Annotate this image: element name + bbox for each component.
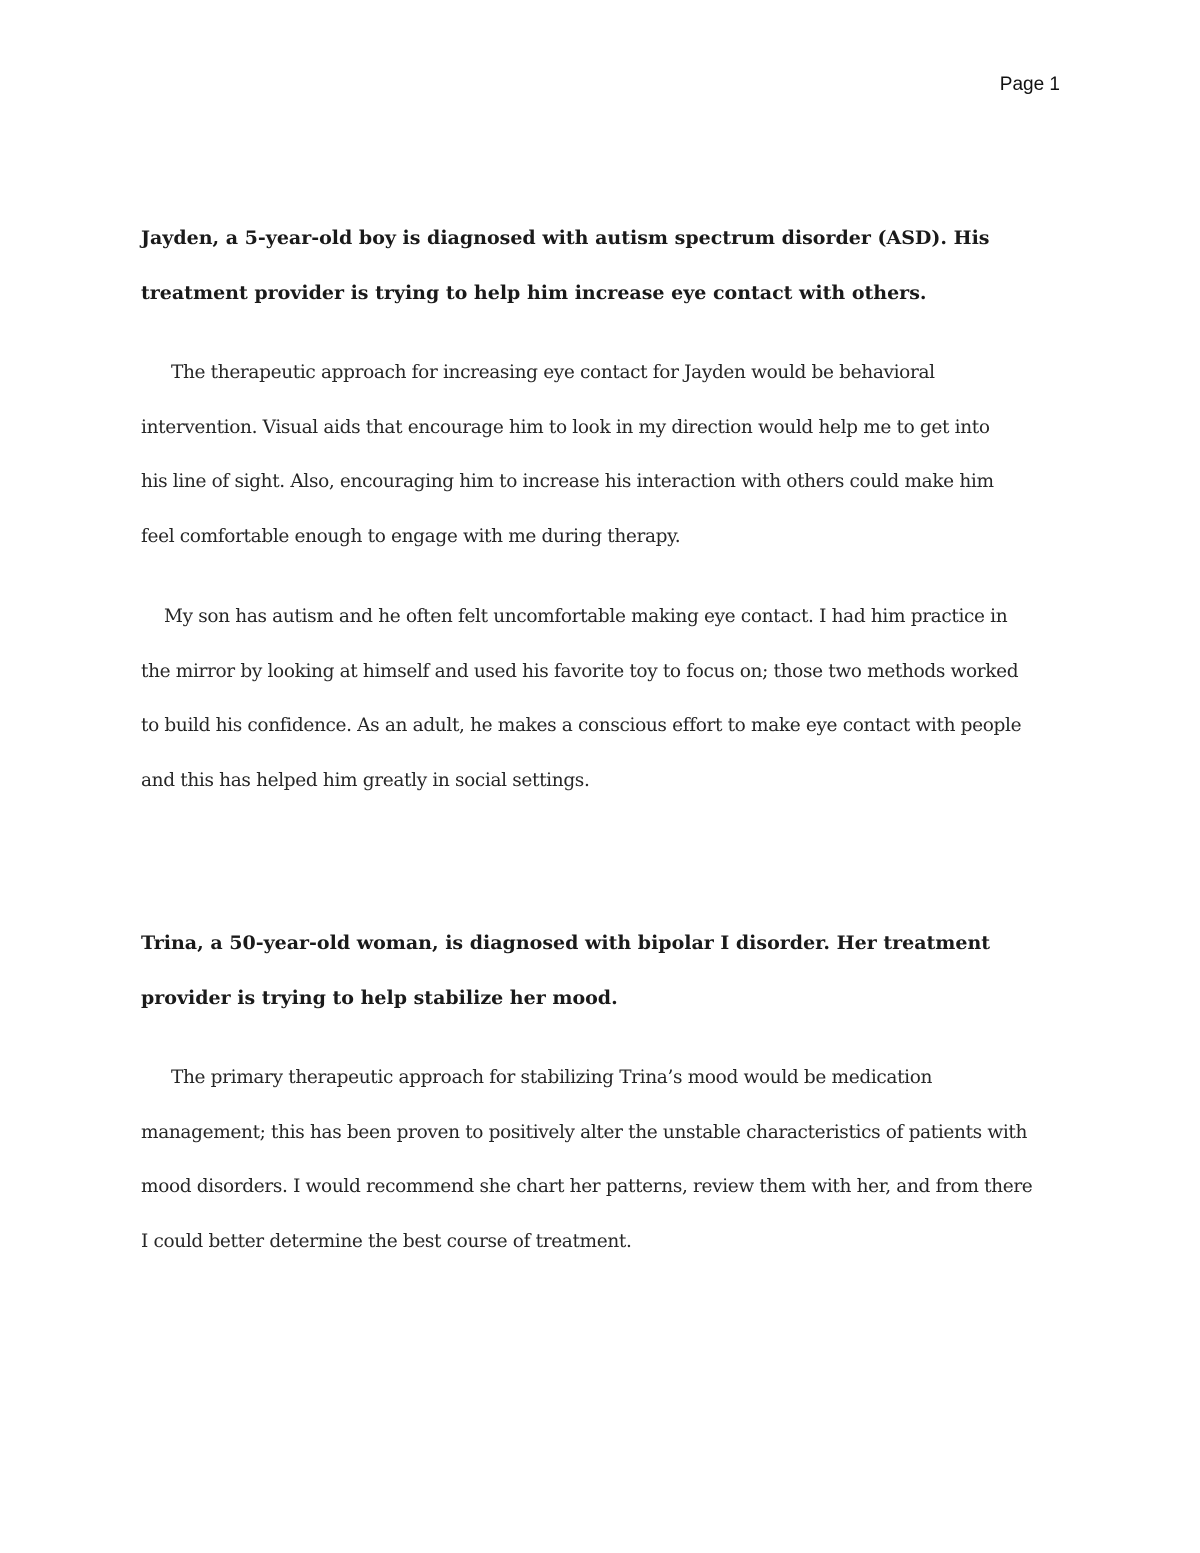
paragraph-line: I could better determine the best course of treatment. xyxy=(141,1230,632,1252)
paragraph-line: My son has autism and he often felt uncomfortable making eye contact. I had him practice in xyxy=(164,606,1008,627)
heading-line: Trina, a 50-year-old woman, is diagnosed with bipolar I disorder. Her treatment xyxy=(141,932,991,954)
paragraph-approach-jayden xyxy=(141,346,1066,564)
case-section-jayden xyxy=(141,211,1066,320)
body-paragraph xyxy=(141,590,1066,808)
case-section-trina xyxy=(141,916,1066,1025)
heading-line: provider is trying to help stabilize her mood. xyxy=(141,986,618,1009)
case-heading xyxy=(141,211,1066,320)
heading-line: Jayden, a 5-year-old boy is diagnosed with autism spectrum disorder (ASD). His xyxy=(141,227,990,249)
paragraph-approach-trina xyxy=(141,1051,1066,1269)
paragraph-line: the mirror by looking at himself and used his favorite toy to focus on; those two methods worked xyxy=(141,660,1019,682)
paragraph-line: mood disorders. I would recommend she chart her patterns, review them with her, and from there xyxy=(141,1176,1033,1197)
paragraph-line: to build his confidence. As an adult, he makes a conscious effort to make eye contact with people xyxy=(141,715,1022,736)
paragraph-line: intervention. Visual aids that encourage him to look in my direction would help me to get into xyxy=(141,416,990,438)
body-paragraph xyxy=(141,1051,1066,1269)
body-paragraph xyxy=(141,346,1066,564)
paragraph-line: management; this has been proven to positively alter the unstable characteristics of patients with xyxy=(141,1121,1028,1143)
page-number: Page 1 xyxy=(999,74,1060,95)
case-heading xyxy=(141,916,1066,1025)
paragraph-line: The primary therapeutic approach for stabilizing Trina’s mood would be medication xyxy=(171,1067,933,1088)
paragraph-line: The therapeutic approach for increasing eye contact for Jayden would be behavioral xyxy=(171,362,935,383)
paragraph-personal-experience xyxy=(141,590,1066,808)
paragraph-line: feel comfortable enough to engage with me during therapy. xyxy=(141,525,681,547)
paragraph-line: his line of sight. Also, encouraging him to increase his interaction with others could make him xyxy=(141,471,994,492)
heading-line: treatment provider is trying to help him increase eye contact with others. xyxy=(141,281,927,304)
paragraph-line: and this has helped him greatly in social settings. xyxy=(141,769,590,791)
